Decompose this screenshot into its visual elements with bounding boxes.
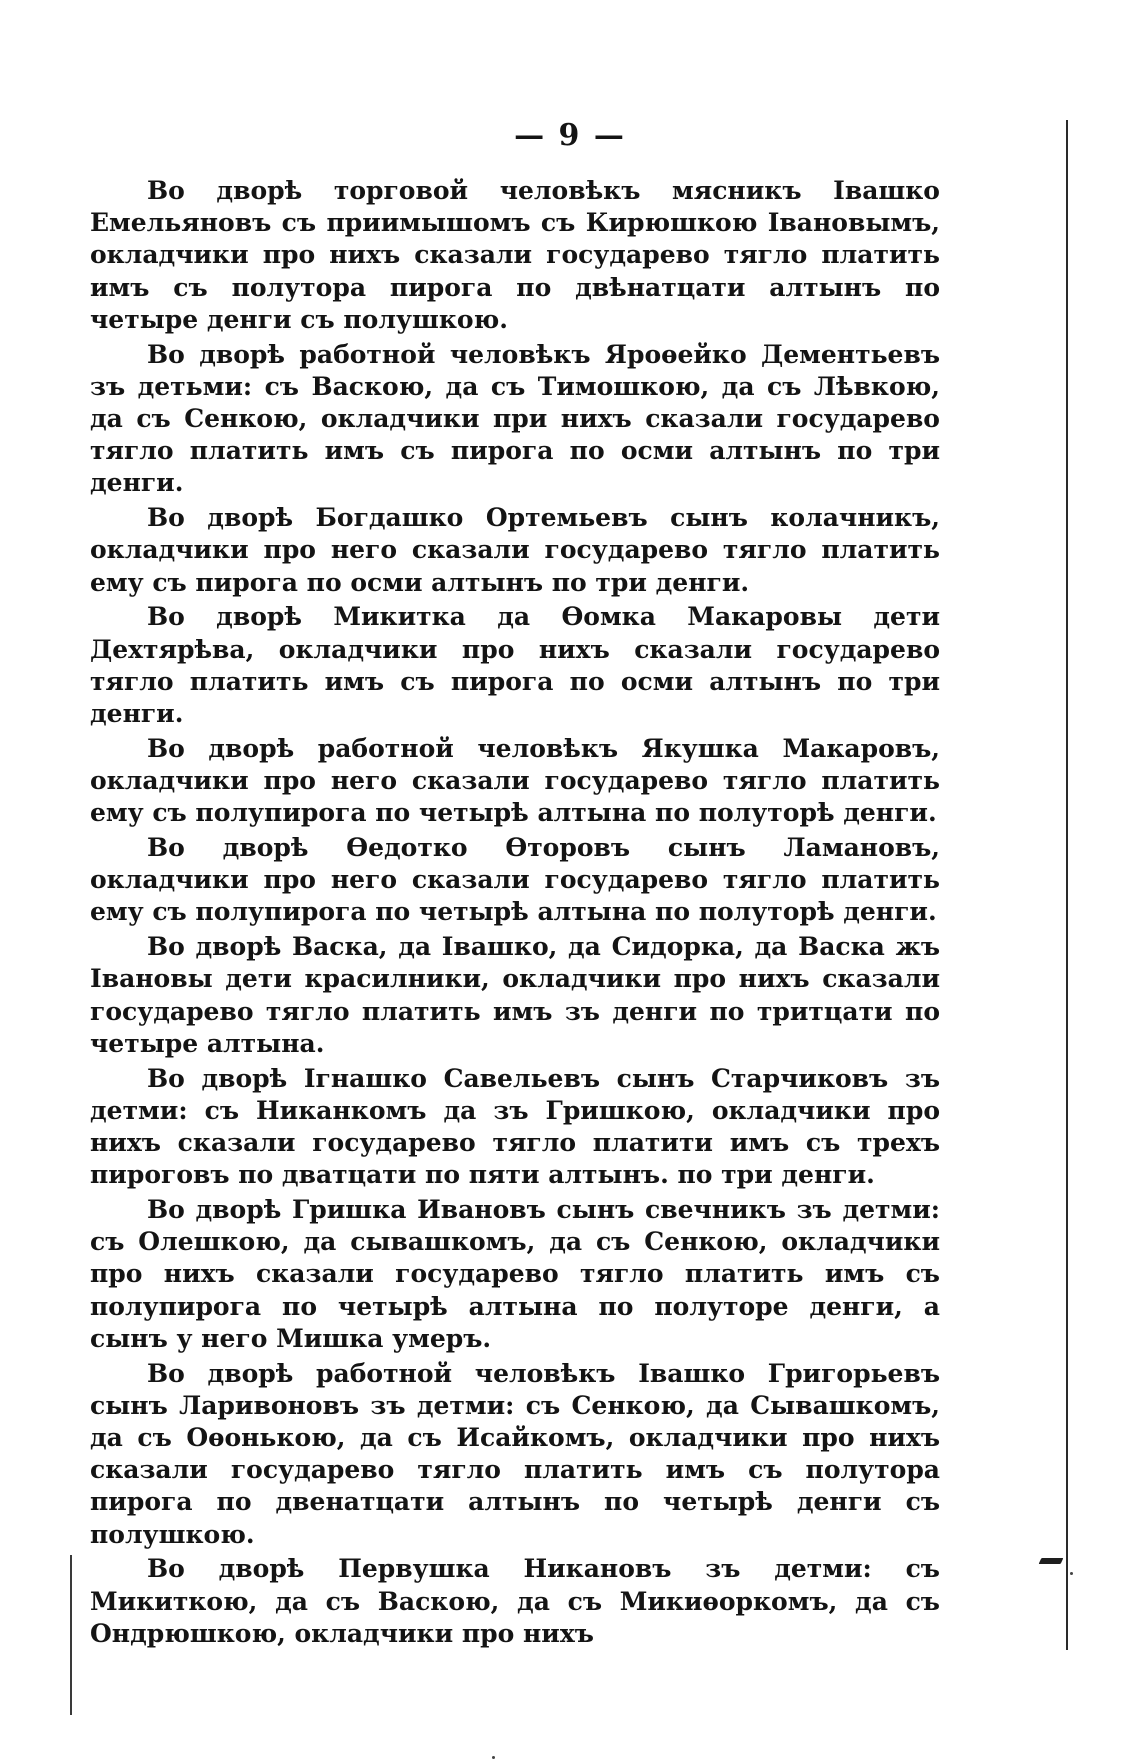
document-body — [90, 175, 940, 1653]
paragraph: Во дворѣ торговой человѣкъ мясникъ Івашко Емельяновъ съ приимышомъ съ Кирюшкою Івановымъ, окладчики про нихъ сказали государево тягло платить имъ съ полутора пирога по двѣнатцати алтынъ по четыре денги съ полушкою. — [90, 176, 940, 334]
ink-speck — [492, 1756, 495, 1759]
left-margin-rule — [70, 1555, 72, 1715]
paragraph: Во дворѣ Первушка Никановъ зъ детми: съ Микиткою, да съ Васкою, да съ Микиѳоркомъ, да съ Ондрюшкою, окладчики про нихъ — [90, 1554, 940, 1648]
paragraph: Во дворѣ Васка, да Івашко, да Сидорка, да Васка жъ Івановы дети красилники, окладчики про нихъ сказали государево тягло платить имъ зъ денги по тритцати по четыре алтына. — [90, 932, 940, 1058]
paragraph: Во дворѣ работной человѣкъ Яроѳейко Дементьевъ зъ детьми: съ Васкою, да съ Тимошкою, да съ Лѣвкою, да съ Сенкою, окладчики при нихъ сказали государево тягло платить имъ съ пирога по осми алтынъ по три денги. — [90, 339, 940, 498]
paragraph: Во дворѣ Гришка Ивановъ сынъ свечникъ зъ детми: съ Олешкою, да сывашкомъ, да съ Сенкою, окладчики про нихъ сказали государево тягло платить имъ съ полупирога по четырѣ алтына по полуторе денги, а сынъ у него Мишка умеръ. — [90, 1195, 940, 1353]
page-number: — 9 — — [514, 118, 626, 153]
paragraph: Во дворѣ Богдашко Ортемьевъ сынъ колачникъ, окладчики про него сказали государево тягло платить ему съ пирога по осми алтынъ по три денги. — [90, 503, 940, 597]
margin-ink-mark — [1039, 1558, 1064, 1564]
paragraph: Во дворѣ Микитка да Ѳомка Макаровы дети Дехтярѣва, окладчики про нихъ сказали государево тягло платить имъ съ пирога по осми алтынъ по три денги. — [90, 602, 940, 729]
paragraph: Во дворѣ Ігнашко Савельевъ сынъ Старчиковъ зъ детми: съ Никанкомъ да зъ Гришкою, окладчики про нихъ сказали государево тягло платити имъ съ трехъ пироговъ по дватцати по пяти алтынъ. по три денги. — [90, 1063, 940, 1190]
paragraph: Во дворѣ работной человѣкъ Якушка Макаровъ, окладчики про него сказали государево тягло платить ему съ полупирога по четырѣ алтына по полуторѣ денги. — [90, 733, 940, 828]
right-margin-rule — [1066, 120, 1068, 1650]
paragraph: Во дворѣ работной человѣкъ Івашко Григорьевъ сынъ Ларивоновъ зъ детми: съ Сенкою, да Сывашкомъ, да съ Оѳонькою, да съ Исайкомъ, окладчики про нихъ сказали государево тягло платить имъ съ полутора пирога по двенатцати алтынъ по четырѣ денги съ полушкою. — [90, 1358, 940, 1549]
ink-speck — [1070, 1572, 1073, 1575]
paragraph: Во дворѣ Ѳедотко Ѳторовъ сынъ Ламановъ, окладчики про него сказали государево тягло платить ему съ полупирога по четырѣ алтына по полуторѣ денги. — [90, 833, 940, 927]
